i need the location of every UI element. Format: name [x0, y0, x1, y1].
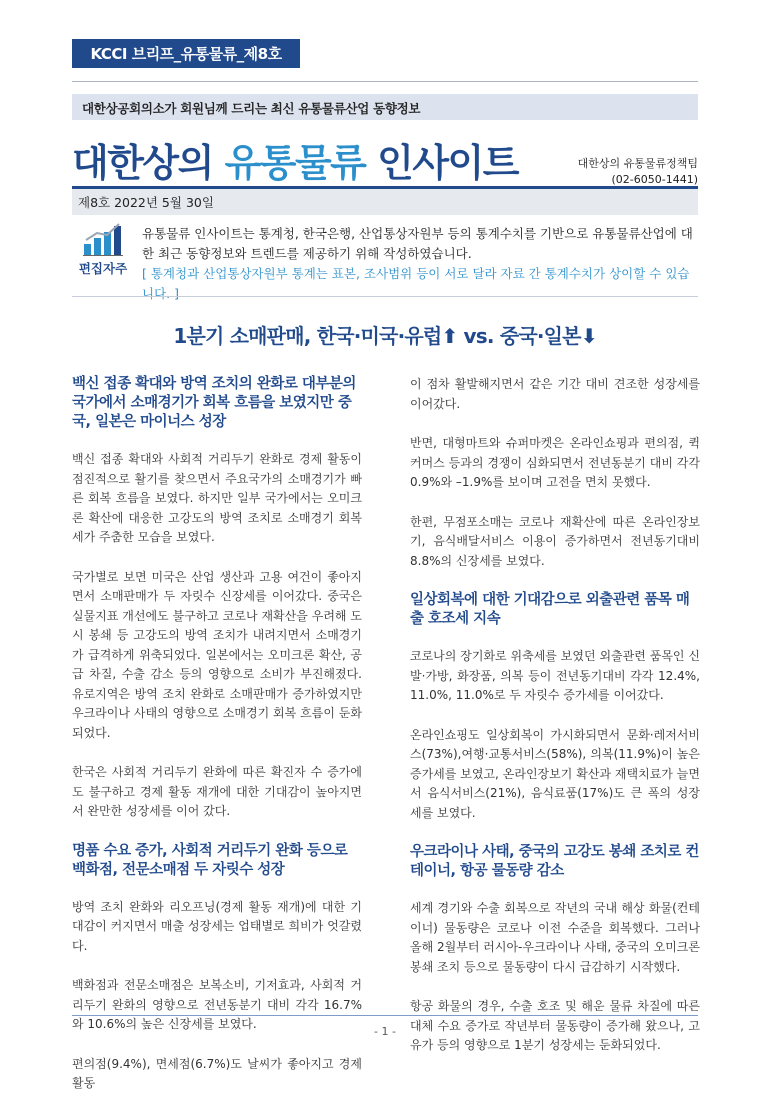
title-accent: 유통물류: [224, 141, 366, 185]
paragraph: 백화점과 전문소매점은 보복소비, 기저효과, 사회적 거리두기 완화의 영향으로 전년동분기 대비 각각 16.7%와 10.6%의 높은 신장세를 보였다.: [72, 978, 362, 1031]
title-prefix: 대한상의: [72, 141, 225, 185]
contact-team: 대한상의 유통물류정책팀: [577, 157, 698, 170]
paragraph: 방역 조치 완화와 리오프닝(경제 활동 재개)에 대한 기대감이 커지면서 매출 성장세는 업태별로 희비가 엇갈렸다.: [72, 899, 362, 953]
section-heading: 우크라이나 사태, 중국의 고강도 봉쇄 조치로 컨테이너, 항공 물동량 감소: [410, 844, 699, 879]
paragraph: 반면, 대형마트와 슈퍼마켓은 온라인쇼핑과 편의점, 퀵커머스 등과의 경쟁이 심화되면서 전년동분기 대비 각각 0.9%와 –1.9%를 보이며 고전을 면치 못했다.: [410, 436, 700, 489]
subtitle-bar: [72, 94, 698, 120]
editor-intro: [142, 224, 698, 304]
right-column: [410, 375, 700, 1076]
middle-divider: [72, 296, 698, 297]
main-headline: 1분기 소매판매, 한국·미국·유럽⬆ vs. 중국·일본⬇: [173, 324, 597, 348]
paragraph: 한편, 무점포소매는 코로나 재확산에 따른 온라인장보기, 음식배달서비스 이용이 증가하면서 전년동기대비 8.8%의 신장세를 보였다.: [410, 514, 700, 568]
paragraph: 편의점(9.4%), 면세점(6.7%)도 날씨가 좋아지고 경제활동: [72, 1056, 362, 1090]
page-title: [72, 132, 518, 187]
contact-info: [578, 156, 698, 188]
title-suffix: 인사이트: [365, 141, 518, 185]
paragraph: 항공 화물의 경우, 수출 호조 및 해운 물류 차질에 따른 대체 수요 증가로 작년부터 물동량이 증가해 왔으나, 고유가 등의 영향으로 1분기 성장세는 둔화되었다.: [410, 999, 700, 1052]
brief-badge: KCCI 브리프_유통물류_제8호: [72, 39, 300, 68]
bar-chart-icon: [83, 222, 123, 256]
top-divider: [72, 81, 698, 82]
paragraph: 백신 접종 확대와 사회적 거리두기 완화로 경제 활동이 점진적으로 활기를 찾으면서 주요국가의 소매경기가 빠른 회복 흐름을 보였다. 하지만 일부 국가에서는 오미크론 확산에 대응한 고강도의 방역 조치로 소매경기 회복세가 주춤한 모습을 보였다.: [72, 452, 362, 544]
intro-text: 유통물류 인사이트는 통계청, 한국은행, 산업통상자원부 등의 통계수치를 기반으로 유통물류산업에 대한 최근 동향정보와 트렌드를 제공하기 위해 작성하였습니다.: [142, 226, 693, 261]
issue-bar: [72, 186, 698, 215]
footer-divider: [72, 1015, 698, 1016]
left-column: [72, 375, 362, 1114]
editor-label: 편집자주: [78, 261, 128, 276]
page-number: - 1 -: [374, 1025, 396, 1038]
paragraph: 온라인쇼핑도 일상회복이 가시화되면서 문화·레저서비스(73%),여행·교통서비스(58%), 의복(11.9%)이 높은 증가세를 보였고, 온라인장보기 확산과 재택치료가 늘면서 음식서비스(21%), 음식료품(17%)도 큰 폭의 성장세를 보였다.: [410, 727, 700, 820]
contact-phone: (02-6050-1441): [611, 173, 698, 186]
intro-note: [ 통계청과 산업통상자원부 통계는 표본, 조사범위 등이 서로 달라 자료 간 통계수치가 상이할 수 있습니다. ]: [142, 266, 690, 301]
editor-note-box: [76, 222, 130, 277]
subtitle-text: 대한상공회의소가 회원님께 드리는 최신 유통물류산업 동향정보: [82, 101, 421, 116]
paragraph: 국가별로 보면 미국은 산업 생산과 고용 여건이 좋아지면서 소매판매가 두 자릿수 신장세를 이어갔다. 중국은 실물지표 개선에도 불구하고 코로나 재확산을 우려해 도시 봉쇄 등 고강도의 방역 조치가 내려지면서 소매경기가 급격하게 위축되었다. 일본에서는 오미크론 확산, 공급 차질, 수출 감소 등의 영향으로 소비가 부진해졌다. 유로지역은 방역 조치 완화로 소매판매가 증가하였지만 우크라이나 사태의 영향으로 소매경기 회복 흐름이 둔화되었다.: [72, 569, 362, 740]
issue-date: 제8호 2022년 5월 30일: [78, 195, 214, 210]
paragraph: 이 점차 활발해지면서 같은 기간 대비 견조한 성장세를 이어갔다.: [410, 377, 700, 411]
paragraph: 세계 경기와 수출 회복으로 작년의 국내 해상 화물(컨테이너) 물동량은 코로나 이전 수준을 회복했다. 그러나 올해 2월부터 러시아-우크라이나 사태, 중국의 오미크론 봉쇄 조치 등으로 물동량이 다시 급감하기 시작했다.: [410, 901, 700, 974]
section-heading: 명품 수요 증가, 사회적 거리두기 완화 등으로 백화점, 전문소매점 두 자릿수 성장: [72, 842, 348, 878]
section-heading: 백신 접종 확대와 방역 조치의 완화로 대부분의 국가에서 소매경기가 회복 흐름을 보였지만 중국, 일본은 마이너스 성장: [72, 376, 356, 430]
paragraph: 한국은 사회적 거리두기 완화에 따른 확진자 수 증가에도 불구하고 경제 활동 재개에 대한 기대감이 높아지면서 완만한 성장세를 이어 갔다.: [72, 765, 362, 818]
paragraph: 코로나의 장기화로 위축세를 보였던 외출관련 품목인 신발·가방, 화장품, 의복 등이 전년동기대비 각각 12.4%, 11.0%, 11.0%로 두 자릿수 증가세를 이어갔다.: [410, 649, 700, 702]
section-heading: 일상회복에 대한 기대감으로 외출관련 품목 매출 호조세 지속: [410, 592, 690, 627]
